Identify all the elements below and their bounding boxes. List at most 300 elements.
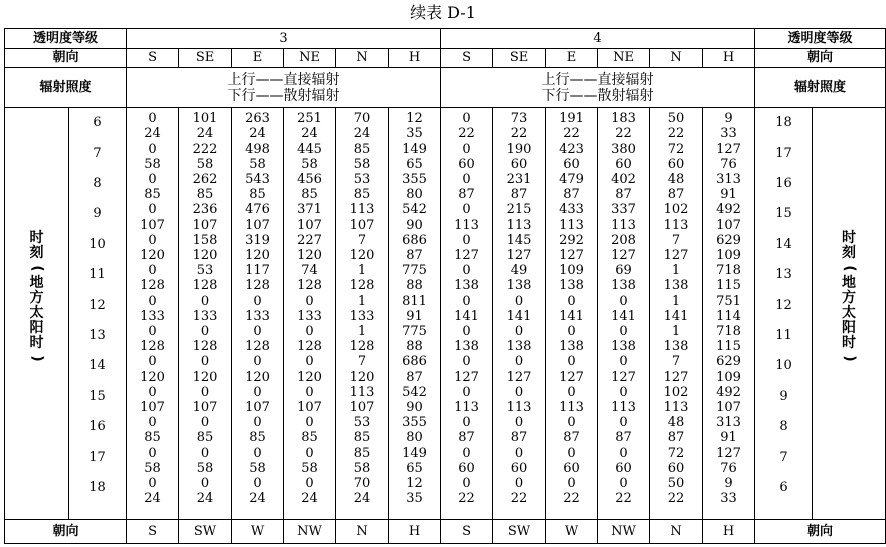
diffuse-value: 128 [140, 339, 165, 355]
diffuse-value: 128 [245, 278, 270, 294]
direction-footer: SW [179, 520, 232, 544]
diffuse-value: 22 [615, 491, 632, 507]
diffuse-value: 138 [663, 278, 689, 294]
time-axis-char: 地 [29, 274, 44, 291]
diffuse-value: 60 [615, 460, 632, 476]
diffuse-value: 128 [297, 339, 322, 355]
diffuse-value: 113 [611, 217, 636, 233]
direct-value: 1 [671, 293, 681, 309]
time-axis-char: 时 [842, 229, 857, 246]
group-4-label: 4 [441, 29, 755, 49]
direct-value: 0 [619, 293, 628, 309]
diffuse-value: 85 [144, 430, 161, 446]
irradiance-label: 辐射照度 [5, 68, 127, 108]
diffuse-value: 24 [249, 491, 266, 507]
direct-value: 74 [301, 263, 318, 279]
direct-value: 231 [506, 172, 532, 188]
diffuse-value: 22 [667, 126, 685, 142]
direct-value: 145 [506, 232, 532, 248]
direct-value: 0 [148, 415, 157, 431]
direct-value: 227 [297, 232, 322, 248]
diffuse-value: 127 [559, 248, 584, 264]
diffuse-value: 141 [663, 308, 689, 324]
direct-value: 48 [667, 172, 685, 188]
diffuse-value: 113 [454, 217, 479, 233]
diffuse-value: 22 [563, 491, 580, 507]
diffuse-value: 120 [140, 369, 165, 385]
direct-value: 0 [462, 202, 471, 218]
direct-value: 149 [402, 445, 427, 461]
direct-value: 149 [402, 141, 427, 157]
diffuse-value: 128 [245, 339, 270, 355]
time-axis-char: 方 [29, 289, 44, 306]
diffuse-value: 60 [667, 156, 685, 172]
hour-label: 13 [775, 267, 792, 283]
diffuse-value: 127 [611, 369, 636, 385]
diffuse-value: 58 [249, 156, 266, 172]
hour-label: 17 [775, 145, 792, 161]
direct-value: 0 [567, 354, 576, 370]
direct-value: 190 [506, 141, 532, 157]
diffuse-value: 127 [559, 369, 584, 385]
diffuse-value: 128 [297, 278, 322, 294]
diffuse-value: 107 [192, 217, 218, 233]
direct-value: 0 [462, 111, 471, 127]
direct-value: 292 [559, 232, 584, 248]
direct-value: 48 [667, 415, 685, 431]
direct-value: 492 [716, 384, 741, 400]
diffuse-value: 127 [611, 248, 636, 264]
direct-value: 629 [716, 232, 741, 248]
diffuse-value: 127 [506, 248, 532, 264]
direct-value: 69 [615, 263, 632, 279]
direct-value: 1 [357, 293, 367, 309]
direct-value: 9 [724, 476, 733, 492]
diffuse-value: 87 [510, 187, 528, 203]
diffuse-value: 22 [458, 126, 475, 142]
diffuse-value: 113 [559, 400, 584, 416]
direct-value: 0 [462, 232, 471, 248]
direct-value: 70 [353, 111, 371, 127]
legend-diffuse: 下行——散射辐射 [227, 87, 340, 104]
hour-label: 7 [93, 145, 102, 161]
diffuse-value: 58 [301, 460, 318, 476]
diffuse-value: 87 [667, 430, 685, 446]
direct-value: 0 [200, 354, 210, 370]
direct-value: 402 [611, 172, 636, 188]
direct-value: 0 [305, 354, 314, 370]
direct-value: 0 [462, 415, 471, 431]
hour-label: 11 [775, 328, 792, 344]
diffuse-value: 138 [559, 278, 584, 294]
diffuse-value: 128 [192, 278, 218, 294]
direct-value: 380 [611, 141, 636, 157]
hour-label: 16 [89, 419, 106, 435]
direct-value: 0 [200, 384, 210, 400]
direct-value: 0 [514, 293, 524, 309]
direct-value: 72 [667, 445, 685, 461]
diffuse-value: 80 [406, 430, 423, 446]
diffuse-value: 24 [196, 491, 214, 507]
direct-value: 445 [297, 141, 322, 157]
hour-label: 15 [775, 206, 792, 222]
hour-label: 6 [779, 480, 788, 496]
direct-value: 0 [462, 445, 471, 461]
diffuse-value: 128 [349, 278, 375, 294]
diffuse-value: 128 [349, 339, 375, 355]
direct-value: 262 [192, 172, 218, 188]
diffuse-value: 113 [454, 400, 479, 416]
direct-value: 53 [353, 172, 371, 188]
direct-value: 542 [402, 384, 427, 400]
direct-value: 0 [148, 263, 157, 279]
direction-header: H [703, 48, 755, 68]
direct-value: 0 [305, 384, 314, 400]
time-axis-char: 刻 [29, 244, 44, 261]
direct-value: 102 [663, 384, 689, 400]
hour-label: 7 [779, 449, 788, 465]
diffuse-value: 120 [349, 248, 375, 264]
direction-footer: N [336, 520, 389, 544]
diffuse-value: 24 [196, 126, 214, 142]
direct-value: 0 [200, 293, 210, 309]
direct-value: 127 [716, 445, 741, 461]
direct-value: 0 [253, 476, 262, 492]
hour-label: 18 [89, 480, 106, 496]
diffuse-value: 91 [720, 430, 737, 446]
diffuse-value: 24 [353, 126, 371, 142]
direct-value: 236 [192, 202, 218, 218]
direct-value: 0 [148, 293, 157, 309]
direction-footer: S [127, 520, 179, 544]
diffuse-value: 87 [458, 430, 475, 446]
hour-label: 14 [775, 236, 792, 252]
diffuse-value: 85 [249, 187, 266, 203]
diffuse-value: 85 [301, 430, 318, 446]
direct-value: 0 [514, 324, 524, 340]
diffuse-value: 127 [663, 248, 689, 264]
hour-label: 16 [775, 176, 792, 192]
hour-label: 11 [89, 267, 106, 283]
direct-value: 0 [253, 445, 262, 461]
direct-value: 0 [305, 476, 314, 492]
legend-diffuse: 下行——散射辐射 [541, 87, 654, 104]
hour-label: 12 [89, 297, 106, 313]
diffuse-value: 22 [510, 126, 528, 142]
direction-footer: W [546, 520, 598, 544]
direct-value: 0 [619, 384, 628, 400]
direct-value: 109 [559, 263, 584, 279]
diffuse-value: 22 [667, 491, 685, 507]
direct-value: 0 [148, 354, 157, 370]
diffuse-value: 60 [563, 460, 580, 476]
diffuse-value: 115 [716, 278, 741, 294]
diffuse-value: 107 [245, 217, 270, 233]
direct-value: 0 [253, 354, 262, 370]
time-axis-char: 阳 [29, 319, 44, 336]
time-axis-char: 时 [29, 334, 44, 351]
direct-value: 0 [619, 476, 628, 492]
diffuse-value: 58 [144, 460, 161, 476]
diffuse-value: 114 [716, 308, 741, 324]
value-column [493, 108, 546, 520]
direct-value: 0 [567, 445, 576, 461]
direct-value: 158 [192, 232, 218, 248]
diffuse-value: 60 [458, 460, 475, 476]
direct-value: 53 [196, 263, 214, 279]
direction-footer: NW [284, 520, 336, 544]
diffuse-value: 107 [297, 217, 322, 233]
hour-label: 14 [89, 358, 106, 374]
direct-value: 0 [567, 293, 576, 309]
direct-value: 0 [148, 232, 157, 248]
direct-value: 117 [245, 263, 270, 279]
diffuse-value: 80 [406, 187, 423, 203]
diffuse-value: 24 [301, 491, 318, 507]
diffuse-value: 60 [563, 156, 580, 172]
direct-value: 543 [245, 172, 270, 188]
diffuse-value: 133 [192, 308, 218, 324]
diffuse-value: 65 [406, 460, 423, 476]
direct-value: 222 [192, 141, 218, 157]
time-axis-label [813, 231, 885, 366]
transparency-label-right: 透明度等级 [755, 29, 886, 49]
diffuse-value: 107 [245, 400, 270, 416]
value-column [336, 108, 389, 520]
direct-value: 7 [671, 232, 681, 248]
direct-value: 0 [619, 354, 628, 370]
diffuse-value: 127 [506, 369, 532, 385]
direction-header: NE [598, 48, 650, 68]
direct-value: 0 [567, 324, 576, 340]
direction-footer: H [703, 520, 755, 544]
direct-value: 9 [724, 111, 733, 127]
diffuse-value: 120 [349, 369, 375, 385]
direct-value: 319 [245, 232, 270, 248]
direct-value: 686 [402, 354, 427, 370]
direct-value: 0 [305, 293, 314, 309]
value-column [703, 108, 755, 520]
direct-value: 0 [253, 324, 262, 340]
diffuse-value: 35 [406, 126, 423, 142]
direct-value: 0 [200, 324, 210, 340]
diffuse-value: 58 [353, 460, 371, 476]
diffuse-value: 35 [406, 491, 423, 507]
legend-cell [127, 68, 441, 108]
direct-value: 7 [357, 232, 367, 248]
diffuse-value: 138 [454, 278, 479, 294]
direct-value: 686 [402, 232, 427, 248]
diffuse-value: 138 [506, 339, 532, 355]
direction-footer: W [232, 520, 284, 544]
direct-value: 0 [462, 384, 471, 400]
direct-value: 0 [148, 141, 157, 157]
direct-value: 1 [357, 263, 367, 279]
diffuse-value: 128 [140, 278, 165, 294]
diffuse-value: 120 [297, 248, 322, 264]
time-axis-char: ) [841, 355, 858, 362]
time-axis-char: ) [29, 355, 45, 362]
diffuse-value: 87 [406, 369, 423, 385]
direction-footer: N [650, 520, 703, 544]
direct-value: 0 [253, 415, 262, 431]
orientation-label-footer-right: 朝向 [755, 520, 886, 544]
direct-value: 0 [567, 476, 576, 492]
hour-label: 8 [93, 176, 102, 192]
diffuse-value: 60 [458, 156, 475, 172]
direct-value: 0 [148, 445, 157, 461]
direct-value: 0 [200, 415, 210, 431]
direct-value: 542 [402, 202, 427, 218]
value-column [127, 108, 179, 520]
direct-value: 0 [148, 172, 157, 188]
diffuse-value: 85 [196, 430, 214, 446]
value-column [179, 108, 232, 520]
diffuse-value: 85 [144, 187, 161, 203]
direction-header: NE [284, 48, 336, 68]
direct-value: 337 [611, 202, 636, 218]
diffuse-value: 24 [353, 491, 371, 507]
direct-value: 718 [716, 324, 741, 340]
direct-value: 70 [353, 476, 371, 492]
value-column [232, 108, 284, 520]
diffuse-value: 58 [144, 156, 161, 172]
direct-value: 456 [297, 172, 322, 188]
diffuse-value: 120 [192, 369, 218, 385]
diffuse-value: 107 [716, 217, 741, 233]
diffuse-value: 133 [297, 308, 322, 324]
direction-header: H [389, 48, 441, 68]
direction-footer: SW [493, 520, 546, 544]
diffuse-value: 87 [406, 248, 423, 264]
direct-value: 191 [559, 111, 584, 127]
hour-label: 12 [775, 297, 792, 313]
direct-value: 0 [148, 111, 157, 127]
diffuse-value: 65 [406, 156, 423, 172]
direction-header: N [336, 48, 389, 68]
diffuse-value: 127 [454, 369, 479, 385]
diffuse-value: 138 [506, 278, 532, 294]
direct-value: 0 [567, 415, 576, 431]
direct-value: 49 [510, 263, 528, 279]
direct-value: 85 [353, 141, 371, 157]
value-column [389, 108, 441, 520]
direct-value: 263 [245, 111, 270, 127]
hour-label: 13 [89, 328, 106, 344]
direct-value: 215 [506, 202, 532, 218]
direct-value: 7 [357, 354, 367, 370]
diffuse-value: 138 [663, 339, 689, 355]
diffuse-value: 113 [506, 400, 532, 416]
diffuse-value: 58 [196, 460, 214, 476]
direct-value: 53 [353, 415, 371, 431]
diffuse-value: 107 [192, 400, 218, 416]
direct-value: 0 [148, 324, 157, 340]
hour-label: 17 [89, 449, 106, 465]
direct-value: 102 [663, 202, 689, 218]
time-axis-char: 阳 [842, 319, 857, 336]
diffuse-value: 133 [349, 308, 375, 324]
table-title: 续表 D-1 [410, 3, 476, 22]
diffuse-value: 141 [506, 308, 532, 324]
direction-header: SE [493, 48, 546, 68]
direct-value: 7 [671, 354, 681, 370]
diffuse-value: 87 [458, 187, 475, 203]
direct-value: 0 [305, 415, 314, 431]
direct-value: 85 [353, 445, 371, 461]
legend-direct: 上行——直接辐射 [541, 71, 654, 88]
direction-footer: S [441, 520, 493, 544]
direct-value: 476 [245, 202, 270, 218]
diffuse-value: 109 [716, 248, 741, 264]
diffuse-value: 85 [301, 187, 318, 203]
diffuse-value: 58 [249, 460, 266, 476]
direct-value: 183 [611, 111, 636, 127]
time-axis-char: ( [29, 265, 45, 272]
diffuse-value: 141 [559, 308, 584, 324]
direct-value: 50 [667, 111, 685, 127]
time-axis-char: 时 [842, 334, 857, 351]
direct-value: 0 [200, 445, 210, 461]
direct-value: 433 [559, 202, 584, 218]
time-axis-char: 太 [29, 304, 44, 321]
diffuse-value: 24 [249, 126, 266, 142]
hour-column-right [755, 108, 813, 520]
diffuse-value: 141 [454, 308, 479, 324]
direct-value: 0 [462, 324, 471, 340]
diffuse-value: 138 [559, 339, 584, 355]
time-axis-char: ( [841, 265, 858, 272]
diffuse-value: 90 [406, 400, 423, 416]
diffuse-value: 85 [353, 187, 371, 203]
time-axis-char: 太 [842, 304, 857, 321]
diffuse-value: 60 [615, 156, 632, 172]
legend-text [542, 72, 654, 104]
diffuse-value: 58 [353, 156, 371, 172]
direct-value: 0 [514, 445, 524, 461]
direct-value: 72 [667, 141, 685, 157]
direct-value: 73 [510, 111, 528, 127]
diffuse-value: 113 [559, 217, 584, 233]
direct-value: 0 [514, 415, 524, 431]
direct-value: 12 [406, 476, 423, 492]
direction-footer: H [389, 520, 441, 544]
direct-value: 355 [402, 415, 427, 431]
direct-value: 12 [406, 111, 423, 127]
diffuse-value: 115 [716, 339, 741, 355]
direct-value: 371 [297, 202, 322, 218]
value-column [650, 108, 703, 520]
legend-direct: 上行——直接辐射 [227, 71, 340, 88]
right-time-axis [813, 108, 886, 520]
time-axis-label [5, 231, 68, 366]
direction-header: S [127, 48, 179, 68]
legend-cell [441, 68, 755, 108]
diffuse-value: 33 [720, 491, 737, 507]
diffuse-value: 33 [720, 126, 737, 142]
direct-value: 0 [462, 263, 471, 279]
direction-footer: NW [598, 520, 650, 544]
value-column [441, 108, 493, 520]
diffuse-value: 107 [140, 217, 165, 233]
direct-value: 0 [148, 202, 157, 218]
diffuse-value: 60 [510, 156, 528, 172]
direct-value: 0 [462, 476, 471, 492]
time-axis-char: 刻 [842, 244, 857, 261]
direct-value: 0 [462, 141, 471, 157]
direct-value: 0 [514, 476, 524, 492]
diffuse-value: 107 [140, 400, 165, 416]
